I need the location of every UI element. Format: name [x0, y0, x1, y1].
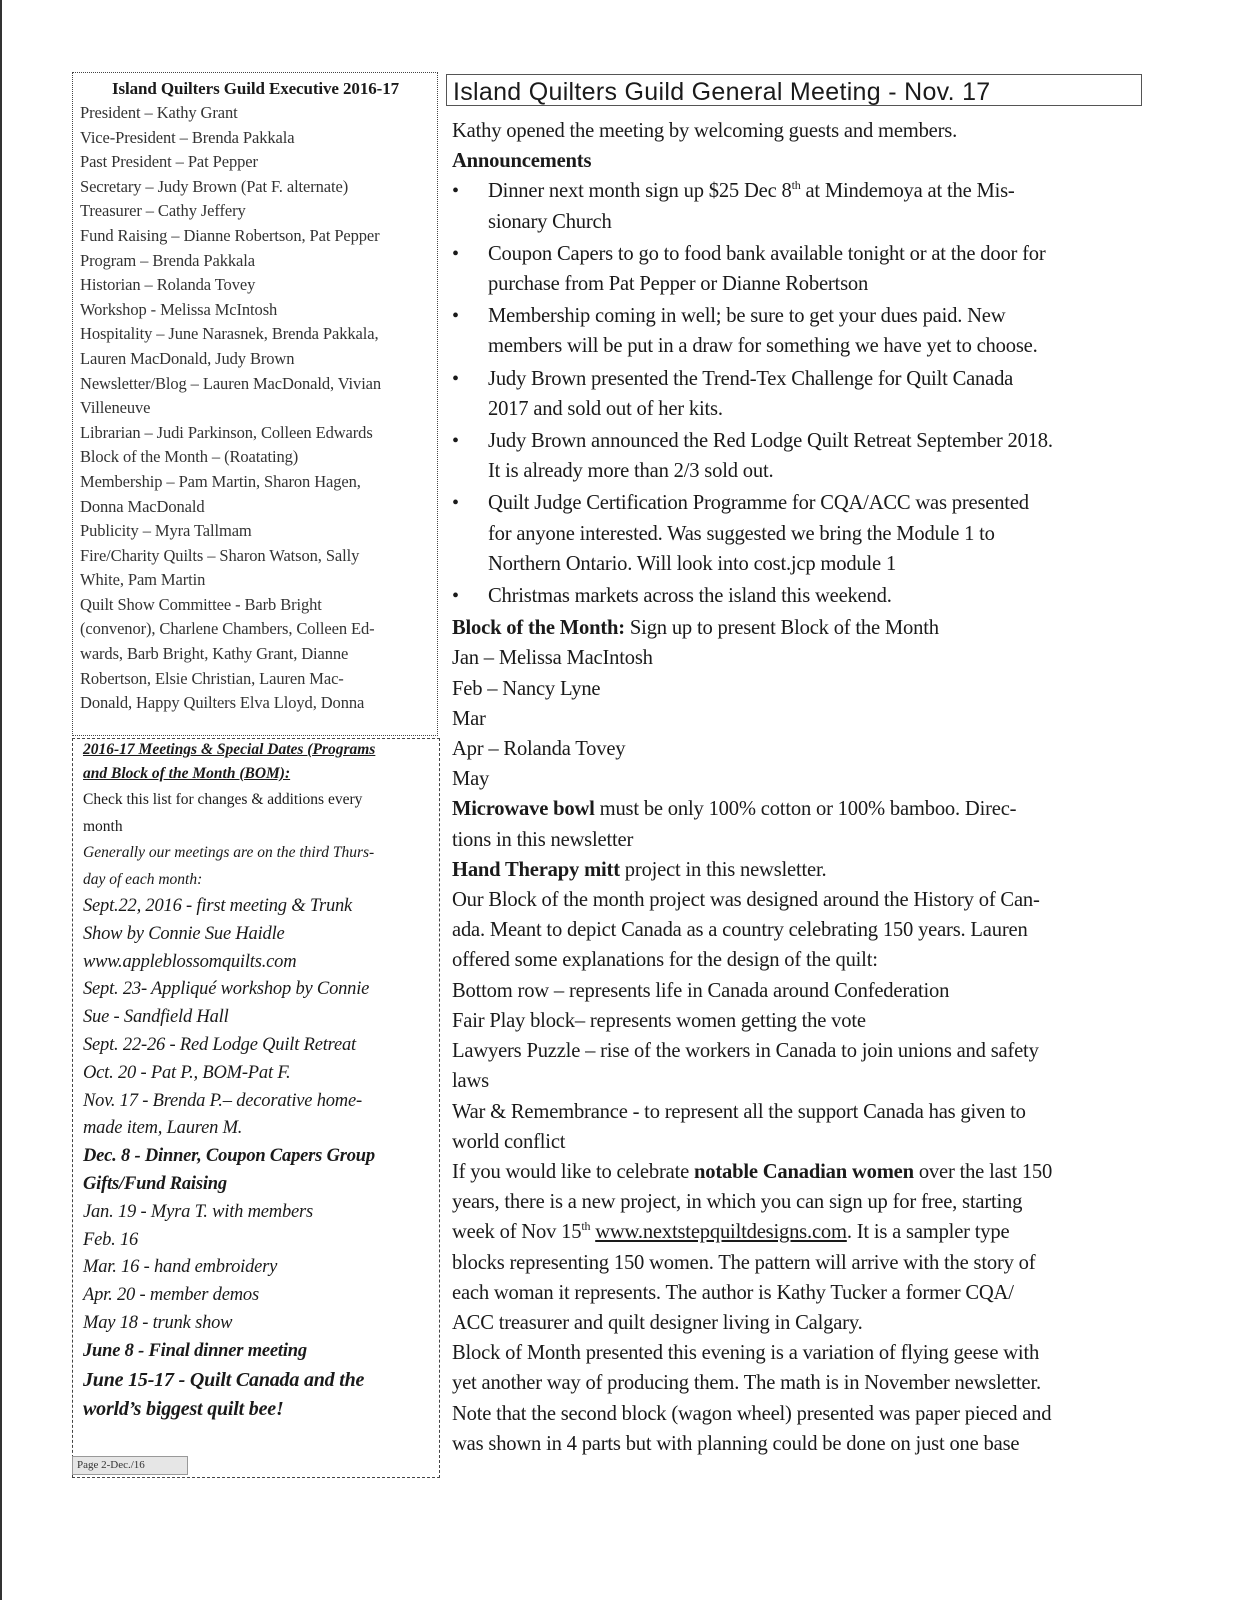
opening-paragraph: Kathy opened the meeting by welcoming guests and members. [452, 120, 958, 142]
meetings-note: Generally our meetings are on the third Thurs- [83, 844, 375, 861]
nextstep-link[interactable]: www.nextstepquiltdesigns.com [595, 1221, 847, 1244]
executive-box [72, 72, 438, 736]
article-title: Island Quilters Guild General Meeting - Nov. 17 [446, 74, 1142, 106]
announcement-item: • Coupon Capers to go to food bank available tonight or at the door for purchase from Pat Pepper or Dianne Robertson [452, 239, 1142, 299]
microwave-line: tions in this newsletter [452, 828, 634, 851]
bullet-icon: • [452, 492, 459, 515]
announcement-item: • Membership coming in well; be sure to get your dues paid. New members will be put in a draw for something we have yet to choose. [452, 301, 1142, 361]
executive-title: Island Quilters Guild Executive 2016-17 [111, 79, 399, 98]
history-line: world conflict [452, 1130, 566, 1153]
bullet-icon: • [452, 242, 459, 265]
closing-line: Note that the second block (wagon wheel) presented was paper pieced and [452, 1402, 1052, 1425]
executive-line: Fire/Charity Quilts – Sharon Watson, Sally [80, 545, 360, 565]
executive-line: Lauren MacDonald, Judy Brown [80, 348, 295, 368]
executive-line: (convenor), Charlene Chambers, Colleen Ed- [80, 619, 375, 639]
event-line: Sept. 22-26 - Red Lodge Quilt Retreat [83, 1034, 356, 1055]
meetings-note: month [83, 817, 123, 835]
event-line: Apr. 20 - member demos [83, 1285, 259, 1306]
bom-month: Jan – Melissa MacIntosh [452, 647, 653, 670]
bom-month: Mar [452, 707, 486, 730]
women-line: each woman it represents. The author is Kathy Tucker a former CQA/ [452, 1281, 1014, 1304]
event-line: Sue - Sandfield Hall [83, 1007, 229, 1028]
women-line: If you would like to celebrate notable Canadian women over the last 150 [452, 1160, 1053, 1183]
history-line: War & Remembrance - to represent all the support Canada has given to [452, 1100, 1026, 1123]
event-line: Dec. 8 - Dinner, Coupon Capers Group [83, 1146, 375, 1167]
executive-line: Donna MacDonald [80, 496, 205, 516]
executive-line: White, Pam Martin [80, 570, 206, 590]
event-line: Show by Connie Sue Haidle [83, 923, 285, 944]
bullet-icon: • [452, 430, 459, 453]
announcements-heading: Announcements [452, 150, 592, 173]
bullet-icon: • [452, 180, 459, 203]
event-line: Sept. 23- Appliqué workshop by Connie [83, 979, 370, 1000]
bullet-icon: • [452, 367, 459, 390]
event-line: Nov. 17 - Brenda P.– decorative home- [83, 1090, 362, 1111]
announcement-item: • Christmas markets across the island this weekend. [452, 581, 1142, 611]
history-line: Our Block of the month project was designed around the History of Can- [452, 889, 1040, 912]
executive-line: Newsletter/Blog – Lauren MacDonald, Vivian [80, 373, 382, 393]
executive-line: Robertson, Elsie Christian, Lauren Mac- [80, 668, 344, 688]
executive-line: Block of the Month – (Roatating) [80, 447, 299, 467]
executive-line: Publicity – Myra Tallmam [80, 521, 252, 541]
meetings-heading-line-1: 2016-17 Meetings & Special Dates (Programs [83, 741, 376, 758]
event-line: Gifts/Fund Raising [83, 1173, 227, 1194]
women-line: ACC treasurer and quilt designer living in Calgary. [452, 1311, 863, 1334]
page-edge-line [0, 0, 2, 1600]
hand-therapy-line: Hand Therapy mitt project in this newsletter. [452, 858, 827, 881]
executive-line: Program – Brenda Pakkala [80, 250, 255, 270]
history-line: Fair Play block– represents women getting the vote [452, 1009, 866, 1032]
event-line: Mar. 16 - hand embroidery [83, 1257, 278, 1278]
bom-month: May [452, 768, 490, 791]
page-number-label: Page 2-Dec./16 [72, 1456, 188, 1475]
history-line: laws [452, 1070, 489, 1093]
meetings-heading-line-2: and Block of the Month (BOM): [83, 765, 291, 782]
announcement-item: • Judy Brown presented the Trend-Tex Challenge for Quilt Canada 2017 and sold out of her kits. [452, 364, 1142, 424]
announcement-item: • Quilt Judge Certification Programme for CQA/ACC was presented for anyone interested. Was suggested we bring the Module 1 to Northern Ontario. Will look into cost.jcp module 1 [452, 488, 1142, 579]
executive-line: Donald, Happy Quilters Elva Lloyd, Donna [80, 693, 365, 713]
bom-line: Block of the Month: Sign up to present Block of the Month [452, 617, 939, 640]
executive-line: Historian – Rolanda Tovey [80, 275, 256, 295]
event-line: Sept.22, 2016 - first meeting & Trunk [83, 896, 353, 916]
executive-line: wards, Barb Bright, Kathy Grant, Dianne [80, 644, 349, 664]
executive-line: Treasurer – Cathy Jeffery [80, 201, 246, 221]
event-line: June 8 - Final dinner meeting [83, 1340, 307, 1361]
executive-line: Secretary – Judy Brown (Pat F. alternate) [80, 176, 349, 196]
executive-line: Hospitality – June Narasnek, Brenda Pakkala, [80, 324, 379, 344]
article-body [452, 116, 1142, 1459]
executive-line: Membership – Pam Martin, Sharon Hagen, [80, 471, 361, 491]
event-line: May 18 - trunk show [83, 1312, 233, 1333]
executive-line: Past President – Pat Pepper [80, 152, 258, 172]
meetings-note: day of each month: [83, 870, 203, 888]
announcement-item: • Judy Brown announced the Red Lodge Quilt Retreat September 2018. It is already more than 2/3 sold out. [452, 426, 1142, 486]
executive-line: Librarian – Judi Parkinson, Colleen Edwards [80, 422, 373, 442]
women-line: week of Nov 15th www.nextstepquiltdesigns.com. It is a sampler type [452, 1219, 1010, 1244]
executive-line: Quilt Show Committee - Barb Bright [80, 594, 322, 614]
closing-line: was shown in 4 parts but with planning could be done on just one base [452, 1432, 1020, 1455]
executive-line: Fund Raising – Dianne Robertson, Pat Pepper [80, 225, 380, 245]
microwave-line: Microwave bowl must be only 100% cotton or 100% bamboo. Direc- [452, 798, 1017, 821]
women-line: years, there is a new project, in which you can sign up for free, starting [452, 1191, 1023, 1214]
meetings-note: Check this list for changes & additions every [83, 791, 363, 808]
announcements-list [452, 176, 1142, 611]
event-line: Jan. 19 - Myra T. with members [83, 1201, 314, 1222]
bom-month: Feb – Nancy Lyne [452, 677, 601, 700]
women-line: blocks representing 150 women. The pattern will arrive with the story of [452, 1251, 1036, 1274]
history-line: offered some explanations for the design of the quilt: [452, 949, 878, 972]
history-line: Lawyers Puzzle – rise of the workers in Canada to join unions and safety [452, 1040, 1039, 1063]
event-line: Feb. 16 [83, 1229, 139, 1250]
event-line: June 15-17 - Quilt Canada and the [83, 1368, 365, 1391]
executive-line: Villeneuve [80, 398, 151, 418]
bullet-icon: • [452, 585, 459, 608]
closing-line: Block of Month presented this evening is a variation of flying geese with [452, 1342, 1040, 1365]
executive-list [80, 101, 431, 716]
executive-line: President – Kathy Grant [80, 103, 238, 122]
event-line: Oct. 20 - Pat P., BOM-Pat F. [83, 1062, 291, 1083]
closing-line: yet another way of producing them. The math is in November newsletter. [452, 1372, 1041, 1395]
history-line: Bottom row – represents life in Canada around Confederation [452, 979, 950, 1002]
event-line: made item, Lauren M. [83, 1118, 243, 1139]
history-line: ada. Meant to depict Canada as a country celebrating 150 years. Lauren [452, 919, 1028, 942]
executive-line: Vice-President – Brenda Pakkala [80, 127, 295, 147]
announcement-item: • Dinner next month sign up $25 Dec 8th at Mindemoya at the Mis- sionary Church [452, 176, 1142, 236]
event-link[interactable]: www.appleblossomquilts.com [83, 951, 297, 972]
bom-month: Apr – Rolanda Tovey [452, 738, 626, 761]
meetings-box [72, 738, 440, 1478]
event-line: world’s biggest quilt bee! [83, 1397, 284, 1420]
executive-line: Workshop - Melissa McIntosh [80, 299, 278, 319]
bullet-icon: • [452, 305, 459, 328]
